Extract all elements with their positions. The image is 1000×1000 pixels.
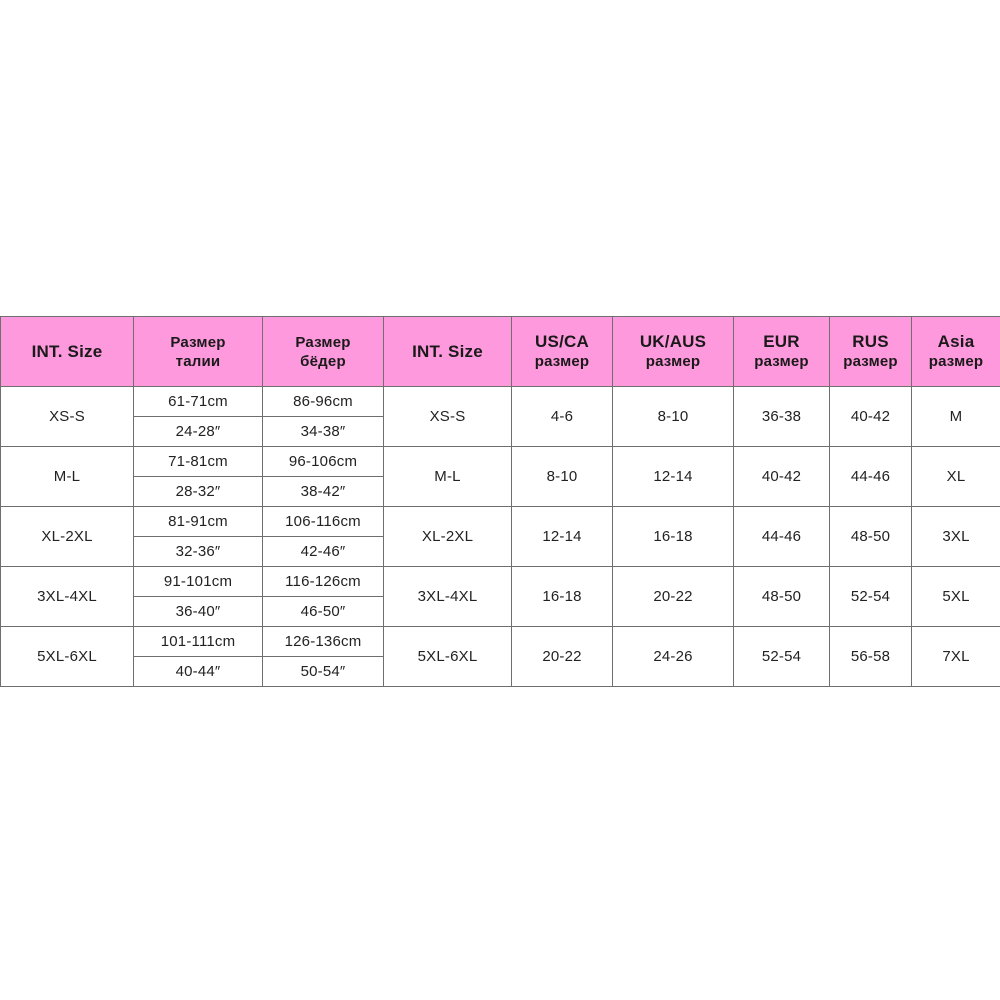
asia-cell-value: 5XL xyxy=(942,588,970,605)
waist-inch-value: 32-36″ xyxy=(175,543,221,560)
int-size-cell-value: M-L xyxy=(53,468,81,485)
hip-inch-value: 42-46″ xyxy=(300,543,346,560)
int-size-cell-value: 3XL-4XL xyxy=(37,588,97,605)
eur-cell-value: 44-46 xyxy=(761,528,802,545)
eur-cell xyxy=(733,626,830,687)
waist-inch-value: 36-40″ xyxy=(175,603,221,620)
rus-cell-value: 40-42 xyxy=(850,408,891,425)
rus-cell xyxy=(829,506,912,567)
header-cell xyxy=(0,316,134,387)
asia-cell-value: M xyxy=(949,408,963,425)
hip-inch-cell xyxy=(262,536,384,567)
uk-aus-cell-value: 24-26 xyxy=(653,648,693,665)
waist-cm-cell xyxy=(133,446,263,477)
int-size-cell-value: XL-2XL xyxy=(421,528,474,545)
hip-cm-cell xyxy=(262,506,384,537)
uk-aus-cell xyxy=(612,386,734,447)
waist-inch-cell xyxy=(133,536,263,567)
int-size-cell-value: M-L xyxy=(434,468,461,485)
header-cell xyxy=(829,316,912,387)
waist-inch-cell xyxy=(133,416,263,447)
int-size-cell-value: XS-S xyxy=(49,408,85,425)
waist-cm-value: 91-101cm xyxy=(163,573,233,590)
eur-cell-value: 40-42 xyxy=(761,468,802,485)
asia-cell xyxy=(911,506,1000,567)
rus-cell xyxy=(829,566,912,627)
int-size-cell xyxy=(383,386,512,447)
waist-cm-cell xyxy=(133,386,263,417)
waist-cm-value: 101-111cm xyxy=(160,633,236,650)
hip-inch-value: 38-42″ xyxy=(300,483,346,500)
asia-cell xyxy=(911,566,1000,627)
us-ca-cell-value: 16-18 xyxy=(542,588,582,605)
header-cell xyxy=(733,316,830,387)
uk-aus-cell-value: 16-18 xyxy=(653,528,693,545)
header-label: INT. Size xyxy=(412,341,483,361)
rus-cell-value: 56-58 xyxy=(850,648,891,665)
uk-aus-cell xyxy=(612,626,734,687)
header-line-1: US/CA xyxy=(535,332,589,351)
waist-inch-value: 28-32″ xyxy=(175,483,221,500)
hip-inch-cell xyxy=(262,596,384,627)
us-ca-cell-value: 4-6 xyxy=(550,408,574,425)
asia-cell xyxy=(911,386,1000,447)
int-size-cell xyxy=(383,446,512,507)
hip-inch-value: 46-50″ xyxy=(300,603,346,620)
eur-cell-value: 36-38 xyxy=(761,408,802,425)
int-size-cell xyxy=(383,506,512,567)
us-ca-cell-value: 8-10 xyxy=(546,468,578,485)
us-ca-cell-value: 12-14 xyxy=(542,528,582,545)
asia-cell xyxy=(911,626,1000,687)
asia-cell-value: 3XL xyxy=(942,528,970,545)
header-line-1: UK/AUS xyxy=(639,332,707,351)
header-line-2: бёдер xyxy=(300,352,346,370)
hip-inch-cell xyxy=(262,476,384,507)
eur-cell xyxy=(733,386,830,447)
header-cell xyxy=(511,316,613,387)
waist-inch-cell xyxy=(133,476,263,507)
header-line-1: RUS xyxy=(852,332,889,351)
waist-cm-cell xyxy=(133,626,263,657)
hip-cm-cell xyxy=(262,626,384,657)
hip-inch-value: 50-54″ xyxy=(300,663,346,680)
waist-cm-value: 71-81cm xyxy=(168,453,228,470)
size-chart-table xyxy=(0,316,1000,686)
header-line-2: размер xyxy=(645,353,701,370)
us-ca-cell xyxy=(511,446,613,507)
us-ca-cell xyxy=(511,506,613,567)
int-size-cell xyxy=(383,626,512,687)
hip-inch-cell xyxy=(262,416,384,447)
uk-aus-cell-value: 12-14 xyxy=(653,468,693,485)
uk-aus-cell xyxy=(612,446,734,507)
asia-cell-value: XL xyxy=(946,468,966,485)
rus-cell xyxy=(829,626,912,687)
hip-cm-cell xyxy=(262,386,384,417)
waist-inch-value: 24-28″ xyxy=(175,423,221,440)
hip-cm-value: 96-106cm xyxy=(288,453,358,470)
waist-cm-cell xyxy=(133,566,263,597)
eur-cell xyxy=(733,506,830,567)
asia-cell xyxy=(911,446,1000,507)
rus-cell-value: 48-50 xyxy=(850,528,891,545)
header-line-2: размер xyxy=(534,353,590,370)
header-line-1: Размер xyxy=(170,333,226,351)
waist-inch-cell xyxy=(133,596,263,627)
hip-cm-value: 106-116cm xyxy=(285,513,361,530)
us-ca-cell-value: 20-22 xyxy=(542,648,582,665)
eur-cell xyxy=(733,446,830,507)
uk-aus-cell xyxy=(612,506,734,567)
waist-cm-value: 81-91cm xyxy=(168,513,228,530)
rus-cell-value: 52-54 xyxy=(850,588,891,605)
header-line-2: размер xyxy=(843,353,898,370)
us-ca-cell xyxy=(511,626,613,687)
rus-cell xyxy=(829,446,912,507)
header-line-2: размер xyxy=(928,353,984,370)
rus-cell xyxy=(829,386,912,447)
hip-inch-cell xyxy=(262,656,384,687)
waist-cm-value: 61-71cm xyxy=(168,393,228,410)
hip-cm-value: 116-126cm xyxy=(285,573,361,590)
int-size-cell-value: XS-S xyxy=(429,408,466,425)
int-size-cell xyxy=(0,566,134,627)
waist-cm-cell xyxy=(133,506,263,537)
hip-inch-value: 34-38″ xyxy=(300,423,346,440)
header-label: INT. Size xyxy=(31,341,103,361)
int-size-cell-value: 3XL-4XL xyxy=(417,588,478,605)
uk-aus-cell-value: 8-10 xyxy=(657,408,689,425)
header-cell xyxy=(262,316,384,387)
hip-cm-value: 126-136cm xyxy=(284,633,362,650)
int-size-cell-value: 5XL-6XL xyxy=(37,648,97,665)
header-cell xyxy=(383,316,512,387)
header-line-1: Asia xyxy=(937,332,975,351)
waist-inch-cell xyxy=(133,656,263,687)
header-line-1: EUR xyxy=(763,332,800,351)
int-size-cell xyxy=(0,626,134,687)
eur-cell-value: 48-50 xyxy=(761,588,802,605)
header-cell xyxy=(133,316,263,387)
header-line-2: размер xyxy=(754,353,809,370)
int-size-cell-value: XL-2XL xyxy=(41,528,93,545)
waist-inch-value: 40-44″ xyxy=(175,663,221,680)
us-ca-cell xyxy=(511,566,613,627)
header-cell xyxy=(612,316,734,387)
hip-cm-value: 86-96cm xyxy=(293,393,353,410)
eur-cell-value: 52-54 xyxy=(761,648,802,665)
uk-aus-cell-value: 20-22 xyxy=(653,588,693,605)
rus-cell-value: 44-46 xyxy=(850,468,891,485)
hip-cm-cell xyxy=(262,446,384,477)
int-size-cell xyxy=(0,386,134,447)
eur-cell xyxy=(733,566,830,627)
int-size-cell xyxy=(0,506,134,567)
uk-aus-cell xyxy=(612,566,734,627)
header-line-1: Размер xyxy=(295,333,351,351)
header-line-2: талии xyxy=(175,352,221,370)
int-size-cell xyxy=(0,446,134,507)
int-size-cell-value: 5XL-6XL xyxy=(417,648,478,665)
us-ca-cell xyxy=(511,386,613,447)
hip-cm-cell xyxy=(262,566,384,597)
asia-cell-value: 7XL xyxy=(942,648,970,665)
header-cell xyxy=(911,316,1000,387)
int-size-cell xyxy=(383,566,512,627)
